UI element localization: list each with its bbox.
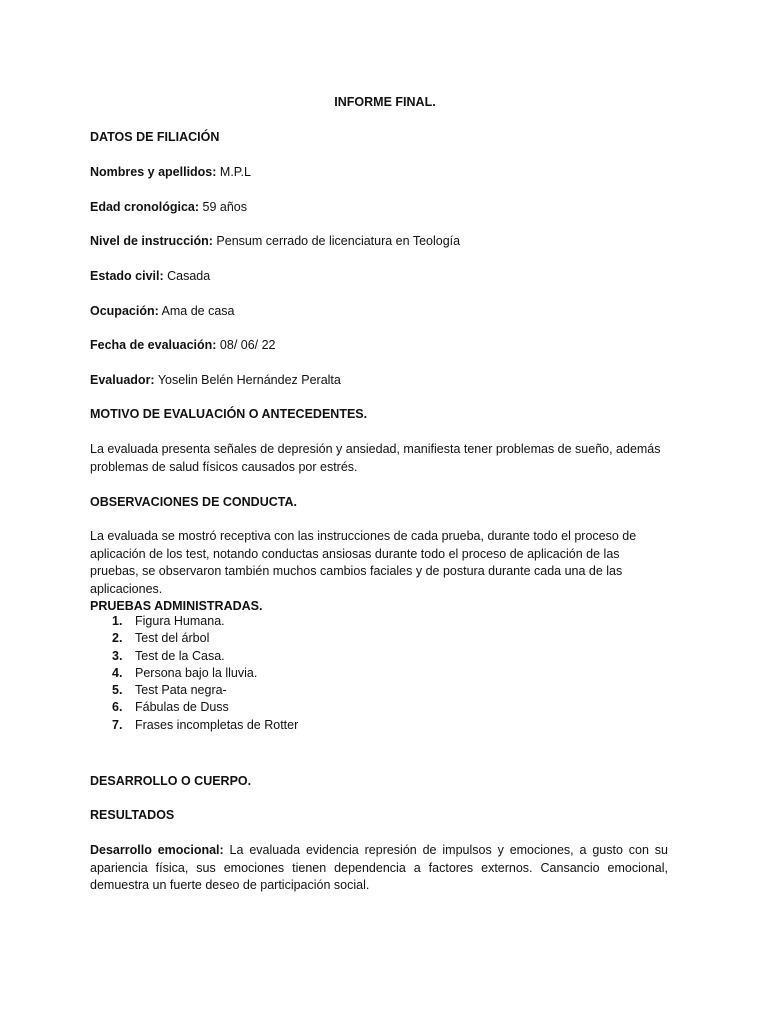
list-item (90, 682, 298, 699)
field-value: Yoselin Belén Hernández Peralta (154, 373, 341, 387)
list-item (90, 699, 298, 716)
field-value: 08/ 06/ 22 (216, 338, 276, 352)
list-item (90, 648, 298, 665)
field-evaluador (90, 372, 341, 389)
section-desarrollo-cuerpo: DESARROLLO O CUERPO. (90, 774, 252, 788)
list-text: Test Pata negra- (135, 683, 227, 698)
document-page (90, 0, 680, 1024)
section-pruebas-administradas: PRUEBAS ADMINISTRADAS. (90, 599, 263, 613)
list-text: Figura Humana. (135, 614, 225, 628)
list-item (90, 613, 298, 630)
field-estado-civil (90, 268, 210, 285)
field-edad (90, 199, 247, 216)
list-number: 6. (112, 700, 123, 715)
field-label: Fecha de evaluación: (90, 338, 217, 352)
section-datos-filiacion: DATOS DE FILIACIÓN (90, 130, 220, 144)
list-number: 1. (112, 614, 123, 628)
field-value: 59 años (199, 200, 248, 214)
field-label: Nombres y apellidos: (90, 165, 217, 179)
field-value: M.P.L (216, 165, 251, 179)
list-text: Fábulas de Duss (135, 700, 229, 715)
section-observaciones: OBSERVACIONES DE CONDUCTA. (90, 495, 297, 509)
field-fecha-evaluacion (90, 337, 276, 354)
list-item (90, 630, 298, 647)
desarrollo-emocional-text: La evaluada evidencia represión de impulsos y emociones, a gusto con su apariencia física, sus emociones tienen dependencia a factores externos. Cansancio emocional, demuestra un fuerte deseo de participación social. (90, 843, 668, 892)
desarrollo-emocional-label: Desarrollo emocional: (90, 843, 224, 857)
pruebas-list (90, 613, 298, 734)
field-label: Edad cronológica: (90, 200, 200, 214)
list-number: 4. (112, 665, 123, 680)
desarrollo-emocional-paragraph (90, 842, 668, 895)
field-label: Nivel de instrucción: (90, 234, 213, 248)
list-text: Test de la Casa. (135, 648, 225, 663)
list-item (90, 717, 298, 734)
observaciones-paragraph: La evaluada se mostró receptiva con las instrucciones de cada prueba, durante todo el proceso de aplicación de los test, notando conductas ansiosas durante todo el proceso de aplicación de las pruebas, se observaron también muchos cambios faciales y de postura durante cada una de las aplicaciones. (90, 529, 637, 596)
list-number: 2. (112, 631, 123, 646)
list-number: 5. (112, 683, 123, 698)
field-label: Estado civil: (90, 269, 164, 283)
section-resultados: RESULTADOS (90, 808, 175, 822)
field-ocupacion (90, 303, 235, 320)
field-nombres (90, 164, 251, 181)
list-number: 3. (112, 648, 123, 663)
motivo-paragraph: La evaluada presenta señales de depresión y ansiedad, manifiesta tener problemas de sueño, además problemas de salud físicos causados por estrés. (90, 442, 661, 474)
list-text: Frases incompletas de Rotter (135, 717, 299, 732)
section-motivo-evaluacion: MOTIVO DE EVALUACIÓN O ANTECEDENTES. (90, 407, 368, 421)
field-value: Ama de casa (158, 304, 235, 318)
field-value: Casada (163, 269, 211, 283)
list-item (90, 665, 298, 682)
list-number: 7. (112, 717, 123, 732)
field-value: Pensum cerrado de licenciatura en Teología (212, 234, 461, 248)
field-label: Evaluador: (90, 373, 155, 387)
document-title: INFORME FINAL. (334, 95, 436, 109)
field-nivel-instruccion (90, 233, 460, 250)
list-text: Test del árbol (135, 631, 210, 646)
list-text: Persona bajo la lluvia. (135, 665, 258, 680)
field-label: Ocupación: (90, 304, 159, 318)
